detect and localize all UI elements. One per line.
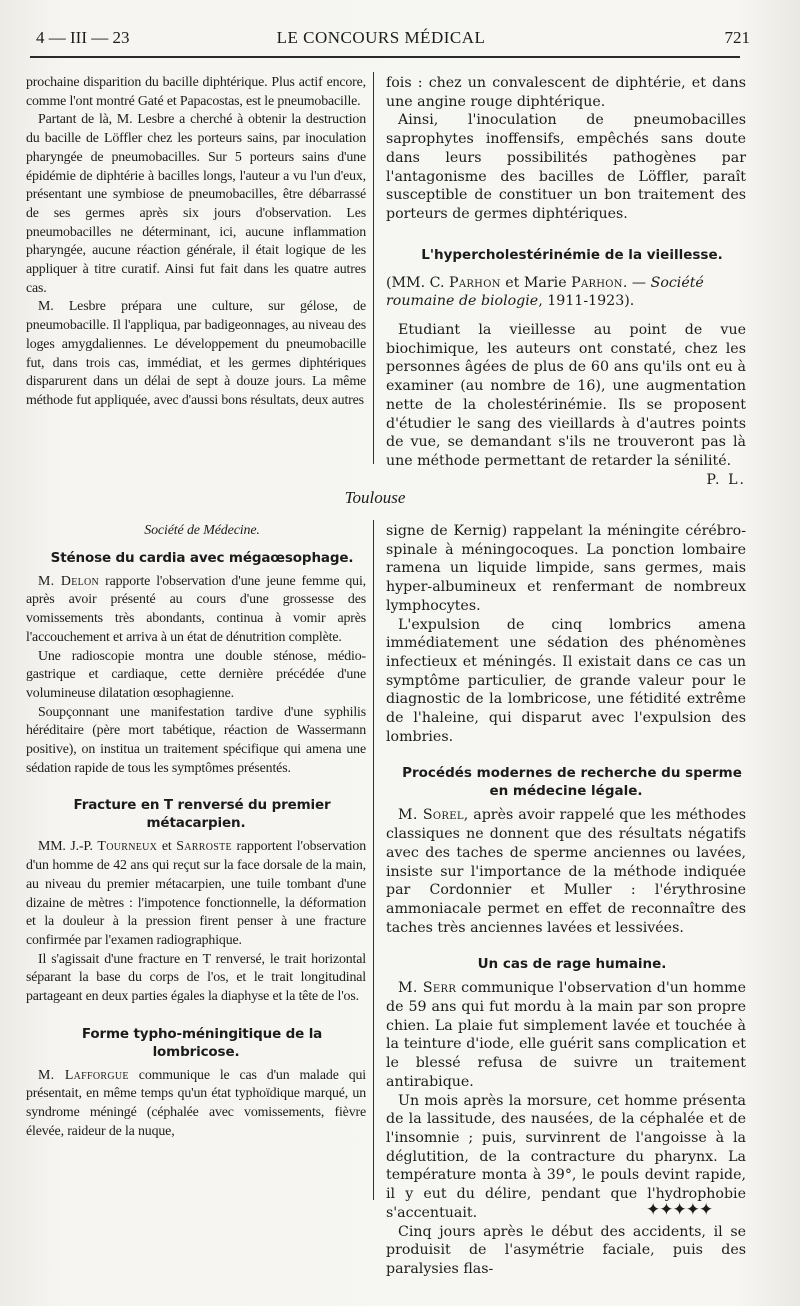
article-heading: Forme typho-méningitique de la lombricose.: [81, 1025, 323, 1060]
paragraph: Un mois après la morsure, cet homme présenta de la lassitude, des nausées, de la céphalée et de l'insomnie ; puis, survinrent de l'angoisse à la déglutition, de la contracture du pharynx. La température monta à 39°, le pouls devint rapide, il y eut du délire, pendant que l'hydrophobie s'accentuait.: [386, 1092, 746, 1221]
paragraph: M. Lafforgue communique le cas d'un malade qui présentait, en même temps qu'un état typhoïdique marqué, un syndrome méningé (céphalée avec vomissements, fièvre élevée, raideur de la nuque,: [26, 1067, 366, 1139]
paragraph: M. Serr communique l'observation d'un homme de 59 ans qui fut mordu à la main par son propre chien. La plaie fut simplement lavée et touchée à la teinture d'iode, elle guérit sans complication et le blessé refusa de suivre un traitement antirabique.: [386, 980, 746, 1090]
paragraph: Etudiant la vieillesse au point de vue biochimique, les auteurs ont constaté, chez les personnes âgées de plus de 60 ans qu'ils ont eu à examiner (au nombre de 16), une augmentation nette de la cholestérinémie. Ils se proposent d'étudier le sang des vieillards à d'autres points de vue, se demandant s'ils ne trouveront pas là une méthode permettant de retarder la sénilité.: [386, 322, 746, 469]
signature: P. L.: [706, 471, 746, 488]
paragraph: Ainsi, l'inoculation de pneumobacilles saprophytes inoffensifs, empêchés sans doute dans leurs possibilités pathogènes par l'antagonisme des bacilles de Löffler, paraît susceptible de constituer un bon traitement des porteurs de germes diphtériques.: [386, 112, 746, 222]
journal-title: LE CONCOURS MÉDICAL: [276, 28, 486, 47]
paragraph: M. Lesbre prépara une culture, sur gélose, de pneumobacille. Il l'appliqua, par badigeonnages, au niveau des loges amygdaliennes. Le développement du pneumobacille fut, dans trois cas, immédiat, et les germes diphtériques disparurent dans un délai de sept à douze jours. La même méthode fut appliquée, avec d'aussi bons résultats, deux autres: [26, 299, 366, 408]
top-left-column: [26, 74, 366, 411]
paragraph: L'expulsion de cinq lombrics amena immédiatement une sédation des phénomènes infectieux et méningés. Il existait dans ce cas un symptôme particulier, de grande valeur pour le diagnostic de la lombricose, une fétidité extrême de l'haleine, qui disparut avec l'expulsion des lombries.: [386, 616, 746, 745]
running-header: [36, 28, 750, 52]
bottom-left-column: [26, 522, 366, 1142]
column-divider: [373, 72, 374, 464]
paragraph: Partant de là, M. Lesbre a cherché à obtenir la destruction du bacille de Löffler chez les porteurs sains, par inoculation pharyngée de pneumobacilles. Sur 5 porteurs sains d'une épidémie de diphtérie à bacilles longs, l'auteur a vu l'un d'eux, présentant une symbiose de pneumobacilles, être débarrassé de ses germes après six jours d'observation. Les pneumobacilles ne déterminant, ici, aucune inflammation pharyngée, aucune réaction générale, il était logique de les appliquer à titre curatif. Ainsi fut fait dans les quatre autres cas.: [26, 112, 366, 296]
paragraph: Cinq jours après le début des accidents, il se produisit de l'asymétrie faciale, puis des paralysies flas-: [386, 1223, 746, 1277]
article-heading: Un cas de rage humaine.: [477, 956, 667, 973]
article-heading: Fracture en T renversé du premier métacarpien.: [73, 797, 331, 832]
column-divider: [373, 520, 374, 1200]
article-heading: Procédés modernes de recherche du sperme en médecine légale.: [402, 765, 742, 800]
bottom-right-column: [386, 522, 746, 1279]
paragraph: M. Delon rapporte l'observation d'une jeune femme qui, après avoir présenté au cours d'une grossesse des vomissements très abondants, continua à vomir après l'accouchement et arriva à un état de dénutrition complète.: [26, 573, 367, 645]
article-heading: L'hypercholestérinémie de la vieillesse.: [421, 246, 723, 263]
paragraph: fois : chez un convalescent de diphtérie, et dans une angine rouge diphtérique.: [386, 75, 746, 110]
ornament: ✦✦✦✦✦: [646, 1200, 713, 1220]
paragraph: prochaine disparition du bacille diphtérique. Plus actif encore, comme l'ont montré Gaté et Papacostas, est le pneumobacille.: [26, 75, 366, 109]
top-right-column: [386, 74, 746, 489]
section-title: Toulouse: [344, 488, 406, 507]
header-rule: [30, 56, 740, 58]
paragraph: Il s'agissait d'une fracture en T renversé, le trait horizontal séparant la base du corps de l'os, et le trait longitudinal partageant en deux parties égales la diaphyse et la tête de l'os.: [26, 951, 366, 1005]
issue-reference: 4 — III — 23: [36, 28, 130, 47]
paragraph: Soupçonnant une manifestation tardive d'une syphilis héréditaire (père mort tabétique, réaction de Wassermann positive), on institua un traitement spécifique qui amena une sédation rapide de tous les symptômes présentés.: [26, 704, 366, 776]
society-name: Société de Médecine.: [144, 523, 260, 538]
paragraph: Une radioscopie montra une double sténose, médio-gastrique et cardiaque, cette dernière précédée d'une volumineuse dilatation œsophagienne.: [26, 648, 366, 701]
paragraph: M. Sorel, après avoir rappelé que les méthodes classiques ne donnent que des résultats négatifs avec des taches de sperme anciennes ou lavées, insiste sur l'importance de la méthode indiquée par Cordonnier et Muller : l'érythrosine ammoniacale permet en effet de reconnaître des taches très anciennes lavées et lessivées.: [386, 807, 746, 936]
article-heading: Sténose du cardia avec mégaœsophage.: [50, 549, 354, 566]
paragraph: MM. J.-P. Tourneux et Sarroste rapportent l'observation d'un homme de 42 ans qui reçut sur la face dorsale de la main, au niveau du premier métacarpien, une tuile tombant d'une dizaine de mètres : l'impotence fonctionnelle, la déformation et la douleur à la pression firent penser à une fracture confirmée par l'examen radiographique.: [26, 839, 366, 948]
page-number: 721: [724, 28, 750, 47]
article-citation: (MM. C. Parhon et Marie Parhon. — Société roumaine de biologie, 1911-1923).: [386, 274, 704, 310]
paragraph: signe de Kernig) rappelant la méningite cérébro-spinale à méningocoques. La ponction lombaire ramena un liquide limpide, sans germes, mais hyper-albumineux et renfermant de nombreux lymphocytes.: [386, 523, 746, 614]
